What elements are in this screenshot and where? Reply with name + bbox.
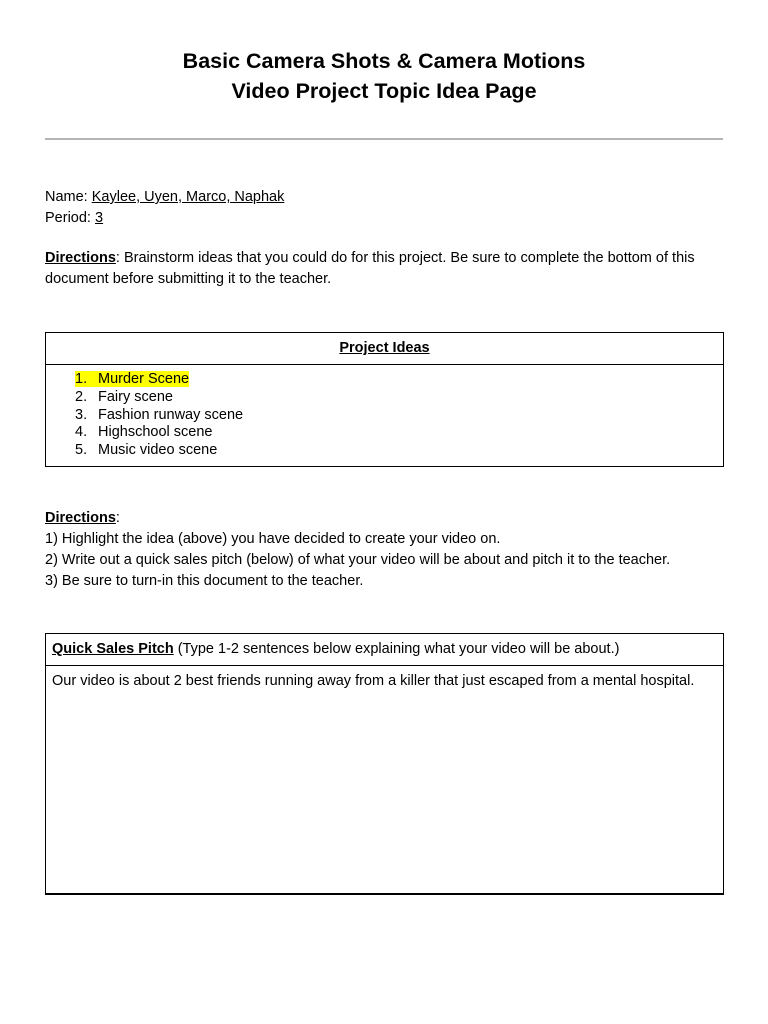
list-item-text: Fairy scene — [98, 388, 173, 405]
list-item-number: 4. — [75, 424, 88, 441]
sales-pitch-label: Quick Sales Pitch — [52, 641, 174, 657]
period-value[interactable]: 3 — [94, 210, 104, 226]
list-item-text: Fashion runway scene — [98, 406, 244, 423]
period-row — [45, 208, 284, 229]
list-item-text: Music video scene — [98, 442, 218, 459]
sales-pitch-header — [46, 634, 723, 666]
directions-intro-label: Directions — [45, 250, 116, 266]
step-3: 3) Be sure to turn-in this document to the teacher. — [45, 573, 364, 589]
sales-pitch-instruction: (Type 1-2 sentences below explaining what your video will be about.) — [173, 641, 620, 657]
name-label: Name: — [45, 189, 92, 205]
project-ideas-list — [46, 365, 723, 466]
list-item-number: 1. — [75, 371, 88, 387]
list-item-text: Highschool scene — [98, 424, 213, 441]
list-item-number: 2. — [75, 388, 88, 405]
name-value[interactable]: Kaylee, Uyen, Marco, Naphak — [91, 189, 285, 205]
list-item[interactable] — [46, 424, 723, 442]
sales-pitch-text[interactable]: Our video is about 2 best friends running away from a killer that just escaped from a mental hospital. — [52, 673, 695, 689]
directions-intro — [45, 248, 735, 290]
title-line-1: Basic Camera Shots & Camera Motions — [182, 49, 586, 73]
highlighted-idea — [75, 371, 189, 387]
list-item-number: 3. — [75, 406, 88, 423]
horizontal-divider — [45, 138, 723, 140]
list-item[interactable] — [46, 389, 723, 407]
directions-steps — [45, 508, 745, 592]
sales-pitch-table — [45, 633, 724, 895]
list-item-number: 5. — [75, 442, 88, 459]
page-title — [0, 46, 768, 106]
list-item[interactable] — [46, 442, 723, 460]
student-info — [45, 187, 284, 229]
step-2: 2) Write out a quick sales pitch (below) of what your video will be about and pitch it to the teacher. — [45, 552, 671, 568]
directions-steps-heading — [45, 508, 745, 529]
project-ideas-header — [46, 333, 723, 365]
project-ideas-header-label: Project Ideas — [339, 340, 430, 356]
step-1: 1) Highlight the idea (above) you have decided to create your video on. — [45, 531, 501, 547]
period-label: Period: — [45, 210, 95, 226]
name-row — [45, 187, 284, 208]
directions-steps-label: Directions — [45, 510, 116, 526]
title-line-2: Video Project Topic Idea Page — [231, 79, 537, 103]
project-ideas-table — [45, 332, 724, 467]
list-item[interactable] — [46, 407, 723, 425]
directions-steps-colon: : — [115, 510, 120, 526]
list-item-text: Murder Scene — [98, 371, 190, 387]
list-item[interactable] — [46, 371, 723, 389]
directions-intro-text: : Brainstorm ideas that you could do for this project. Be sure to complete the bottom of this document before submitting it to the teacher. — [45, 250, 695, 287]
